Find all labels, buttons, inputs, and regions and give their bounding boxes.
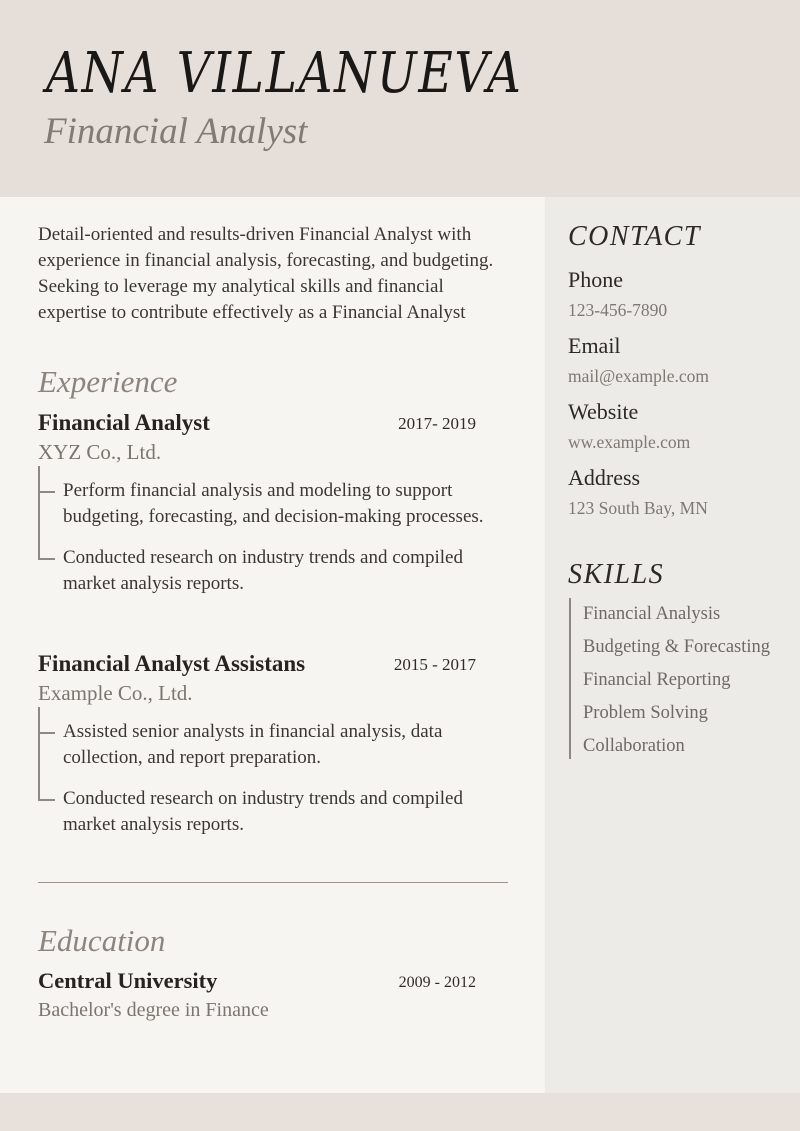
contact-label: Address: [568, 465, 641, 490]
person-job-title: Financial Analyst: [44, 111, 308, 152]
company-name: Example Co., Ltd.: [38, 681, 193, 705]
contact-item-email: [568, 332, 782, 387]
contact-item-website: [568, 398, 782, 453]
job-title: Financial Analyst Assistans: [38, 651, 306, 676]
skill-item: Financial Analysis: [583, 604, 721, 624]
contact-heading: CONTACT: [568, 221, 701, 252]
company-name: XYZ Co., Ltd.: [38, 440, 162, 464]
bullet-item: Conducted research on industry trends and compiled market analysis reports.: [38, 786, 512, 838]
bullet-list: [38, 478, 512, 597]
bullet-item: Assisted senior analysts in financial analysis, data collection, and report preparation.: [38, 719, 512, 771]
bullet-list: [38, 719, 512, 838]
skill-item: Collaboration: [583, 736, 685, 756]
experience-entry-1: [38, 408, 512, 597]
sidebar: [545, 197, 800, 1093]
contact-item-phone: [568, 266, 782, 321]
education-heading: Education: [38, 923, 166, 958]
experience-entry-2: [38, 649, 512, 838]
main-column: [0, 197, 545, 1093]
job-title: Financial Analyst: [38, 410, 210, 435]
school-name: Central University: [38, 968, 218, 993]
skill-item: Budgeting & Forecasting: [583, 637, 771, 657]
person-name: ANA VILLANUEVA: [46, 41, 523, 106]
footer-band: [0, 1093, 800, 1131]
education-header-row: [38, 966, 512, 996]
contact-label: Phone: [568, 267, 623, 292]
email-value: mail@example.com: [568, 366, 709, 386]
skill-item: Financial Reporting: [583, 670, 731, 690]
contact-item-address: [568, 464, 782, 519]
degree-name: Bachelor's degree in Finance: [38, 999, 269, 1021]
education-entry: [38, 966, 512, 1024]
phone-value: 123-456-7890: [568, 300, 668, 320]
skills-list: [569, 598, 782, 759]
experience-heading: Experience: [38, 364, 178, 399]
contact-label: Email: [568, 333, 621, 358]
header: [0, 0, 800, 197]
job-header-row: [38, 408, 512, 438]
skill-item: Problem Solving: [583, 703, 708, 723]
job-header-row: [38, 649, 512, 679]
skills-heading: SKILLS: [568, 559, 665, 590]
bullet-item: Conducted research on industry trends and compiled market analysis reports.: [38, 545, 512, 597]
job-dates: 2015 - 2017: [393, 655, 476, 674]
summary-text: Detail-oriented and results-driven Financial Analyst with experience in financial analysis, forecasting, and budgeting. Seeking to leverage my analytical skills and financial expertise to contribute effectively as a Financial Analyst: [38, 224, 494, 323]
website-value: ww.example.com: [568, 432, 691, 452]
section-divider: [38, 882, 508, 883]
address-value: 123 South Bay, MN: [568, 498, 708, 518]
job-dates: 2017- 2019: [398, 414, 476, 433]
education-dates: 2009 - 2012: [398, 974, 476, 991]
contact-label: Website: [568, 399, 639, 424]
bullet-item: Perform financial analysis and modeling to support budgeting, forecasting, and decision-making processes.: [38, 478, 512, 530]
